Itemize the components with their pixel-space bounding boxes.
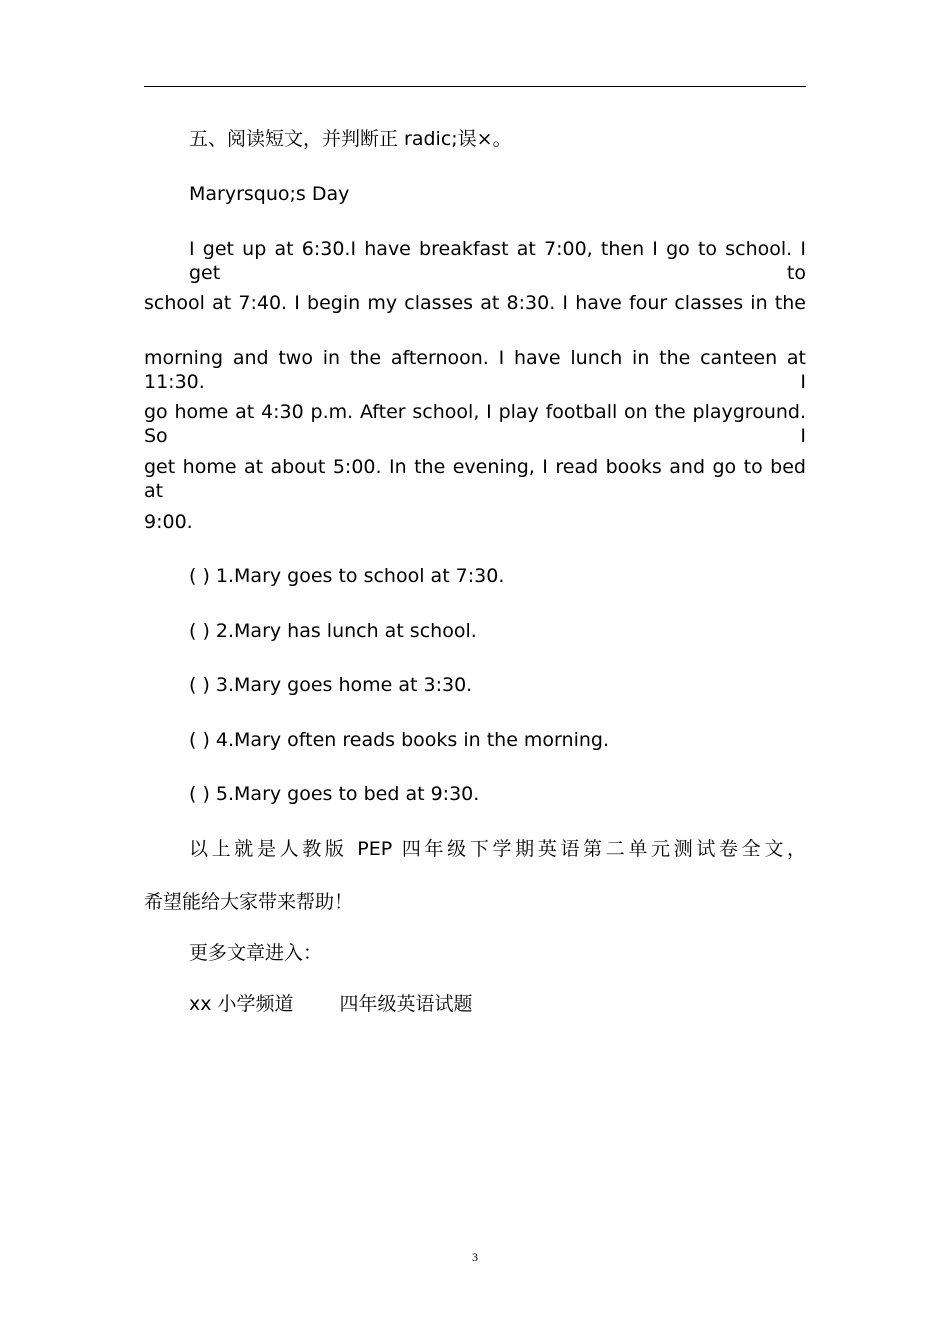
passage-line: go home at 4:30 p.m. After school, I play football on the playground. So I: [144, 401, 806, 447]
question-item: ( ) 2.Mary has lunch at school.: [189, 620, 477, 642]
closing-line: 希望能给大家带来帮助！: [144, 891, 354, 913]
passage-line: get home at about 5:00. In the evening, I read books and go to bed at: [144, 456, 806, 502]
header-rule: [144, 86, 806, 87]
question-item: ( ) 3.Mary goes home at 3:30.: [189, 674, 473, 696]
passage-line: I get up at 6:30.I have breakfast at 7:00, then I go to school. I get to: [189, 238, 806, 284]
question-item: ( ) 1.Mary goes to school at 7:30.: [189, 565, 505, 587]
passage-title: Maryrsquo;s Day: [189, 183, 350, 205]
page-number: 3: [472, 1250, 478, 1264]
passage-line: school at 7:40. I begin my classes at 8:30. I have four classes in the: [144, 292, 806, 314]
section-heading: 五、阅读短文，并判断正 radic;误×。: [189, 128, 512, 150]
question-item: ( ) 5.Mary goes to bed at 9:30.: [189, 783, 480, 805]
passage-line: 9:00.: [144, 511, 193, 533]
question-item: ( ) 4.Mary often reads books in the morning.: [189, 729, 609, 751]
link-primary-channel[interactable]: xx 小学频道: [189, 993, 294, 1015]
more-articles-label: 更多文章进入：: [189, 942, 323, 964]
links-row: [189, 992, 473, 1016]
link-grade4-english-tests[interactable]: 四年级英语试题: [339, 993, 473, 1015]
passage-line: morning and two in the afternoon. I have lunch in the canteen at 11:30. I: [144, 347, 806, 393]
closing-line: 以上就是人教版 PEP 四年级下学期英语第二单元测试卷全文，: [189, 838, 806, 860]
